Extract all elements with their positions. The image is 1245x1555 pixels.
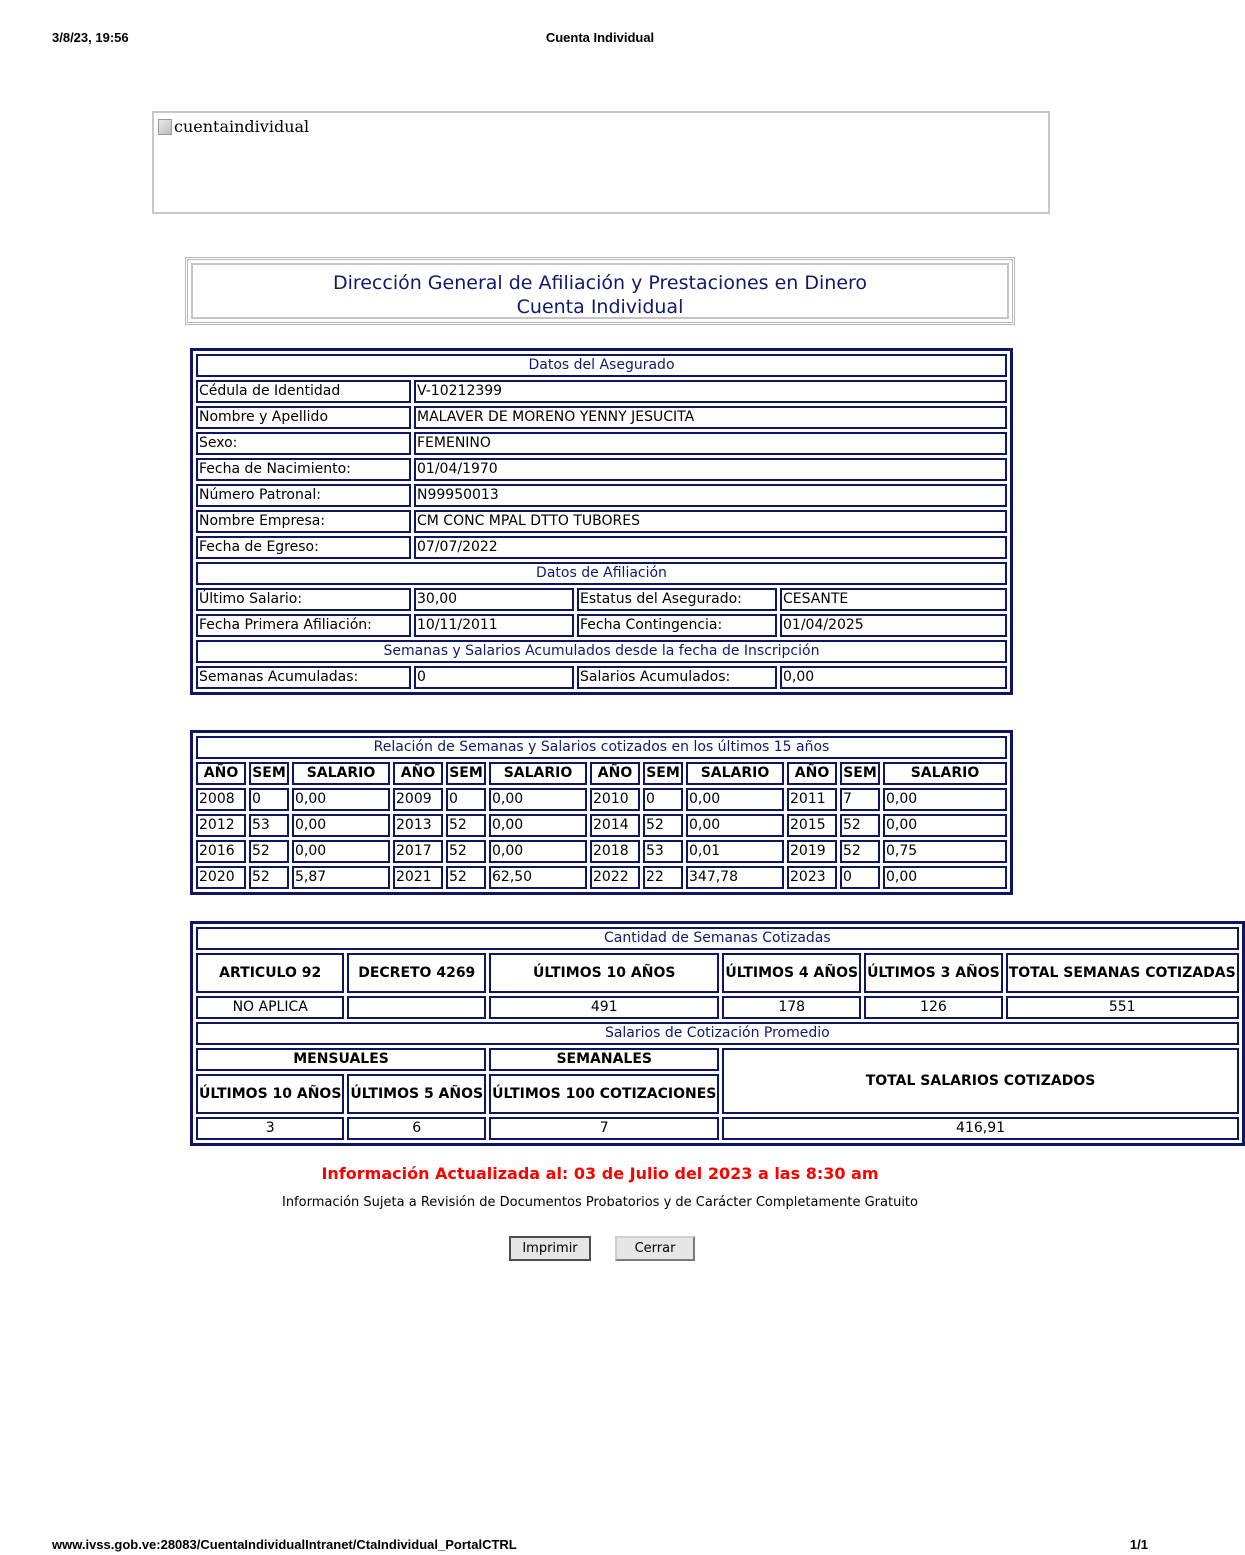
field-value: CESANTE xyxy=(780,588,1007,611)
heading-line1: Dirección General de Afiliación y Prestaciones en Dinero xyxy=(332,272,868,294)
salary-cell: 0,00 xyxy=(489,840,587,863)
print-url: www.ivss.gob.ve:28083/CuentaIndividualIntranet/CtaIndividual_PortalCTRL xyxy=(52,1537,517,1552)
print-header xyxy=(52,30,1148,50)
weeks-cell: 0 xyxy=(446,788,486,811)
year-cell: 2019 xyxy=(787,840,837,863)
col-header-weeks: SEM xyxy=(643,762,683,785)
table-row xyxy=(196,788,1007,811)
field-value: MALAVER DE MORENO YENNY JESUCITA xyxy=(414,406,1007,429)
salary-cell: 0,00 xyxy=(883,814,1007,837)
field-value: N99950013 xyxy=(414,484,1007,507)
year-cell: 2016 xyxy=(196,840,246,863)
col-header-year: AÑO xyxy=(787,762,837,785)
value-decreto-4269 xyxy=(347,996,486,1019)
col-header-weeks: SEM xyxy=(840,762,880,785)
year-cell: 2013 xyxy=(393,814,443,837)
header-semanales: SEMANALES xyxy=(489,1048,719,1071)
field-label: Fecha de Nacimiento: xyxy=(196,458,411,481)
field-label: Semanas Acumuladas: xyxy=(196,666,411,689)
year-cell: 2017 xyxy=(393,840,443,863)
weeks-cell: 52 xyxy=(840,814,880,837)
table-row xyxy=(196,814,1007,837)
weeks-cell: 53 xyxy=(643,840,683,863)
salary-cell: 0,00 xyxy=(292,788,390,811)
header-ultimos-100-cotizaciones: ÚLTIMOS 100 COTIZACIONES xyxy=(489,1074,719,1114)
col-header-weeks: SEM xyxy=(446,762,486,785)
salary-cell: 0,00 xyxy=(686,814,784,837)
salary-cell: 0,00 xyxy=(489,788,587,811)
field-label: Fecha Contingencia: xyxy=(577,614,777,637)
print-button[interactable]: Imprimir xyxy=(509,1236,591,1261)
value-ultimos-10-anos: 491 xyxy=(489,996,719,1019)
salary-cell: 0,00 xyxy=(292,814,390,837)
datos-asegurado-table xyxy=(190,348,1013,695)
col-header-year: AÑO xyxy=(196,762,246,785)
year-cell: 2010 xyxy=(590,788,640,811)
value-ultimos-5-anos: 6 xyxy=(347,1117,486,1140)
section-title: Salarios de Cotización Promedio xyxy=(196,1022,1239,1045)
field-value: 07/07/2022 xyxy=(414,536,1007,559)
salary-cell: 0,00 xyxy=(883,866,1007,889)
year-cell: 2018 xyxy=(590,840,640,863)
year-cell: 2008 xyxy=(196,788,246,811)
table-row xyxy=(196,866,1007,889)
cantidad-semanas-table xyxy=(190,921,1245,1146)
weeks-cell: 52 xyxy=(446,840,486,863)
header-ultimos-4-anos: ÚLTIMOS 4 AÑOS xyxy=(722,953,861,993)
field-value: 0 xyxy=(414,666,574,689)
field-label: Estatus del Asegurado: xyxy=(577,588,777,611)
header-row xyxy=(196,762,1007,785)
table-row xyxy=(196,996,1239,1019)
table-row xyxy=(196,510,1007,533)
value-total-semanas: 551 xyxy=(1006,996,1239,1019)
header-total-semanas: TOTAL SEMANAS COTIZADAS xyxy=(1006,953,1239,993)
value-ultimos-10-anos: 3 xyxy=(196,1117,344,1140)
field-label: Fecha Primera Afiliación: xyxy=(196,614,411,637)
field-value: FEMENINO xyxy=(414,432,1007,455)
salary-cell: 0,75 xyxy=(883,840,1007,863)
section-title: Datos de Afiliación xyxy=(196,562,1007,585)
section-title: Datos del Asegurado xyxy=(196,354,1007,377)
field-value: V-10212399 xyxy=(414,380,1007,403)
year-cell: 2020 xyxy=(196,866,246,889)
header-ultimos-5-anos: ÚLTIMOS 5 AÑOS xyxy=(347,1074,486,1114)
field-label: Nombre Empresa: xyxy=(196,510,411,533)
weeks-cell: 22 xyxy=(643,866,683,889)
year-cell: 2022 xyxy=(590,866,640,889)
broken-image xyxy=(158,117,309,136)
weeks-cell: 52 xyxy=(249,840,289,863)
salary-cell: 0,00 xyxy=(292,840,390,863)
table-row xyxy=(196,536,1007,559)
weeks-cell: 52 xyxy=(643,814,683,837)
table-row xyxy=(196,432,1007,455)
table-row xyxy=(196,380,1007,403)
field-label: Número Patronal: xyxy=(196,484,411,507)
year-cell: 2011 xyxy=(787,788,837,811)
weeks-cell: 0 xyxy=(643,788,683,811)
value-total-salarios: 416,91 xyxy=(722,1117,1238,1140)
print-footer xyxy=(52,1537,1148,1555)
header-row xyxy=(196,1048,1239,1071)
weeks-cell: 52 xyxy=(840,840,880,863)
field-value: 10/11/2011 xyxy=(414,614,574,637)
header-mensuales: MENSUALES xyxy=(196,1048,486,1071)
year-cell: 2012 xyxy=(196,814,246,837)
print-datetime: 3/8/23, 19:56 xyxy=(52,30,129,45)
weeks-cell: 52 xyxy=(249,866,289,889)
table-row xyxy=(196,840,1007,863)
table-row xyxy=(196,458,1007,481)
field-label: Sexo: xyxy=(196,432,411,455)
section-title: Semanas y Salarios Acumulados desde la fecha de Inscripción xyxy=(196,640,1007,663)
year-cell: 2023 xyxy=(787,866,837,889)
field-label: Último Salario: xyxy=(196,588,411,611)
field-value: 01/04/2025 xyxy=(780,614,1007,637)
year-cell: 2014 xyxy=(590,814,640,837)
close-button[interactable]: Cerrar xyxy=(615,1236,695,1261)
year-cell: 2021 xyxy=(393,866,443,889)
page-heading xyxy=(185,257,1015,325)
table-row xyxy=(196,1117,1239,1140)
col-header-salary: SALARIO xyxy=(489,762,587,785)
banner-alt-text: cuentaindividual xyxy=(174,117,310,136)
table-row xyxy=(196,406,1007,429)
col-header-year: AÑO xyxy=(590,762,640,785)
relacion-semanas-table xyxy=(190,730,1013,895)
weeks-cell: 0 xyxy=(840,866,880,889)
field-value: 01/04/1970 xyxy=(414,458,1007,481)
header-total-salarios: TOTAL SALARIOS COTIZADOS xyxy=(722,1048,1238,1114)
table-row xyxy=(196,484,1007,507)
section-title: Cantidad de Semanas Cotizadas xyxy=(196,927,1239,950)
year-cell: 2015 xyxy=(787,814,837,837)
salary-cell: 0,00 xyxy=(489,814,587,837)
salary-cell: 0,01 xyxy=(686,840,784,863)
field-value: CM CONC MPAL DTTO TUBORES xyxy=(414,510,1007,533)
salary-cell: 0,00 xyxy=(883,788,1007,811)
weeks-cell: 52 xyxy=(446,814,486,837)
salary-cell: 5,87 xyxy=(292,866,390,889)
section-title: Relación de Semanas y Salarios cotizados en los últimos 15 años xyxy=(196,736,1007,759)
value-ultimos-100-cotizaciones: 7 xyxy=(489,1117,719,1140)
banner-image-frame xyxy=(152,111,1050,214)
field-label: Cédula de Identidad xyxy=(196,380,411,403)
salary-cell: 62,50 xyxy=(489,866,587,889)
col-header-weeks: SEM xyxy=(249,762,289,785)
header-ultimos-3-anos: ÚLTIMOS 3 AÑOS xyxy=(864,953,1003,993)
field-label: Salarios Acumulados: xyxy=(577,666,777,689)
broken-image-icon xyxy=(158,119,172,135)
field-value: 0,00 xyxy=(780,666,1007,689)
salary-cell: 347,78 xyxy=(686,866,784,889)
update-notice: Información Actualizada al: 03 de Julio del 2023 a las 8:30 am xyxy=(321,1164,879,1183)
col-header-salary: SALARIO xyxy=(686,762,784,785)
value-articulo-92: NO APLICA xyxy=(196,996,344,1019)
table-row xyxy=(196,588,1007,611)
header-decreto-4269: DECRETO 4269 xyxy=(347,953,486,993)
salary-cell: 0,00 xyxy=(686,788,784,811)
heading-line2: Cuenta Individual xyxy=(516,296,684,318)
weeks-cell: 53 xyxy=(249,814,289,837)
disclaimer-text: Información Sujeta a Revisión de Documentos Probatorios y de Carácter Completamente Gratuito xyxy=(281,1195,918,1210)
weeks-cell: 52 xyxy=(446,866,486,889)
table-row xyxy=(196,666,1007,689)
header-articulo-92: ARTICULO 92 xyxy=(196,953,344,993)
year-cell: 2009 xyxy=(393,788,443,811)
weeks-cell: 0 xyxy=(249,788,289,811)
header-ultimos-10-anos: ÚLTIMOS 10 AÑOS xyxy=(489,953,719,993)
field-value: 30,00 xyxy=(414,588,574,611)
weeks-cell: 7 xyxy=(840,788,880,811)
col-header-salary: SALARIO xyxy=(883,762,1007,785)
table-row xyxy=(196,614,1007,637)
header-ultimos-10-anos: ÚLTIMOS 10 AÑOS xyxy=(196,1074,344,1114)
col-header-year: AÑO xyxy=(393,762,443,785)
col-header-salary: SALARIO xyxy=(292,762,390,785)
value-ultimos-3-anos: 126 xyxy=(864,996,1003,1019)
print-page-number: 1/1 xyxy=(1129,1537,1148,1552)
field-label: Fecha de Egreso: xyxy=(196,536,411,559)
field-label: Nombre y Apellido xyxy=(196,406,411,429)
value-ultimos-4-anos: 178 xyxy=(722,996,861,1019)
header-row xyxy=(196,953,1239,993)
print-title: Cuenta Individual xyxy=(545,30,655,45)
